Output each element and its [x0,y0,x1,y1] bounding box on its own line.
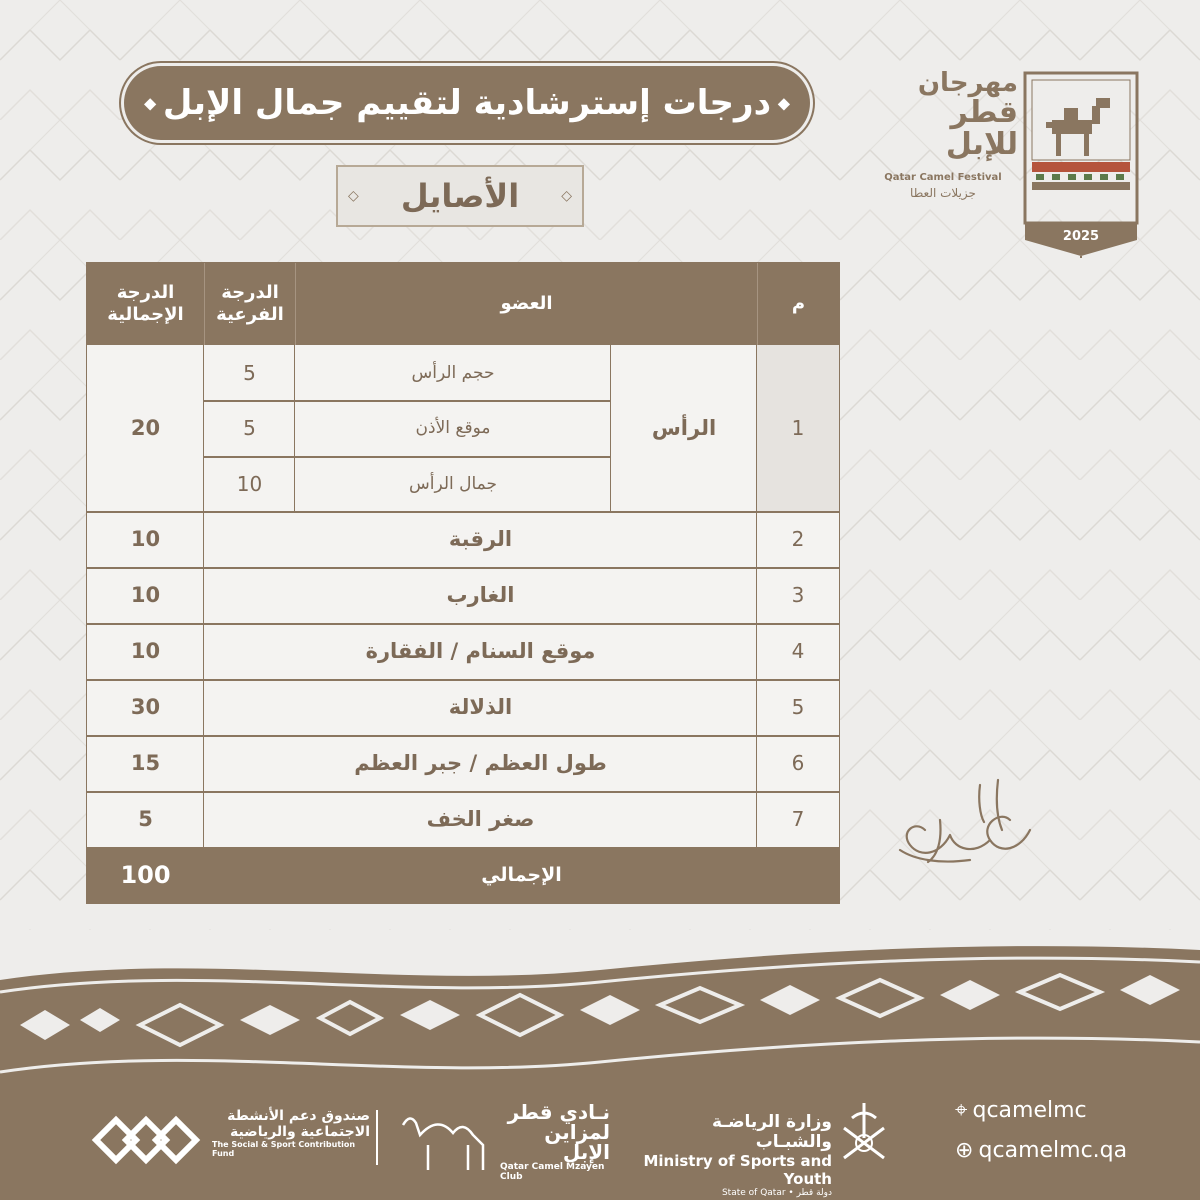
festival-name-ar [868,70,1018,160]
festival-tagline: جزيلات العطا [910,186,976,200]
sub-item-label: موقع الأذن [415,418,491,438]
row-4-number [757,623,839,679]
row-number: 3 [791,583,805,607]
row-5-number [757,679,839,735]
scoring-table [86,262,840,904]
website-link[interactable] [955,1138,1127,1163]
sub-item-2-score [204,400,295,456]
instagram-handle[interactable] [955,1098,1087,1123]
total-score: 15 [130,751,161,775]
row-2-total [87,511,204,567]
festival-name-line-1: مهرجان [917,68,1018,98]
grid-line [295,456,611,458]
row-5-total [87,679,204,735]
row-7-total [87,791,204,847]
grid-line [756,345,758,847]
web-icon: ⊕ [955,1138,974,1163]
fund-logo-icon [86,1110,206,1169]
svg-text:2025: 2025 [1062,229,1100,244]
grid-line [87,511,839,513]
row-number: 7 [791,807,805,831]
member-label: الرقبة [448,527,513,551]
club-name-line-1: نـادي قطر [507,1100,610,1124]
total-label-cell [204,847,839,903]
header-total-score: الدرجة الإجمالية [87,263,204,345]
category-box [336,165,584,227]
sub-item-1-label [295,345,611,400]
row-6-total [87,735,204,791]
sub-item-1-score [204,345,295,400]
total-score: 10 [130,639,161,663]
member-label: الذلالة [448,695,513,719]
sub-item-2-label [295,400,611,456]
total-value-cell [87,847,204,903]
subtitle-ornament-left-icon: ◇ [348,188,359,204]
total-label: الإجمالي [481,864,562,886]
festival-logo-icon [1022,70,1140,258]
calligraphy-signature-icon [880,760,1050,880]
sub-item-3-label [295,456,611,511]
total-score: 30 [130,695,161,719]
fund-name-line-2: الاجتماعية والرياضية [229,1124,370,1141]
grid-line [87,679,839,681]
ministry-name-ar: وزارة الرياضـة والشبـاب [711,1112,832,1152]
sub-score: 10 [236,471,263,496]
grid-line [204,456,295,458]
fund-name-line-1: صندوق دعم الأنشطة [227,1108,370,1124]
member-label: موقع السنام / الفقارة [365,639,596,663]
ministry-emblem-icon [834,1098,894,1172]
club-block [500,1102,610,1182]
row-7-number [757,791,839,847]
member-label: الغارب [446,583,515,607]
club-camel-icon [398,1105,498,1179]
row-7-label [204,791,757,847]
row-number: 4 [791,639,805,663]
ministry-block [636,1112,832,1198]
total-score: 10 [130,583,161,607]
grid-line [204,400,295,402]
total-score: 5 [138,807,153,831]
ministry-name-en: Ministry of Sports and Youth [643,1152,832,1188]
row-4-label [204,623,757,679]
grid-line [295,400,611,402]
fund-block [212,1108,370,1158]
row-1-label [611,345,757,511]
footer-divider [376,1110,378,1165]
social-handle-text: qcamelmc [972,1098,1087,1123]
title-banner [124,66,810,140]
row-number: 6 [791,751,805,775]
row-6-label [204,735,757,791]
total-value: 100 [120,861,171,889]
club-name-line-2: لمزاين الإبل [544,1120,610,1164]
sub-item-label: حجم الرأس [411,362,495,383]
sub-score: 5 [243,360,256,385]
header-m: م [757,263,839,345]
sub-score: 5 [243,416,256,440]
banner-diamond-left-icon: ◆ [144,93,157,113]
banner-diamond-right-icon: ◆ [777,93,790,113]
total-score: 20 [130,416,161,440]
row-5-label [204,679,757,735]
row-2-number [757,511,839,567]
sub-item-3-score [204,456,295,511]
row-1-number [757,345,839,511]
grid-line [87,791,839,793]
row-3-number [757,567,839,623]
row-number: 5 [791,695,805,719]
festival-name-en: Qatar Camel Festival [884,172,1002,183]
club-name-en: Qatar Camel Mzayen Club [500,1162,605,1182]
member-label: صغر الخف [426,807,535,831]
row-1-total [87,345,204,511]
row-3-label [204,567,757,623]
row-number: 1 [791,416,805,440]
grid-line [87,623,839,625]
page-title: درجات إسترشادية لتقييم جمال الإبل [162,83,772,123]
fund-name-en: The Social & Sport Contribution Fund [212,1140,356,1159]
grid-line [610,345,612,511]
header-sub-score: الدرجة الفرعية [204,263,295,345]
total-score: 10 [130,527,161,551]
sub-item-label: جمال الرأس [408,473,498,494]
member-label: طول العظم / جبر العظم [354,751,607,775]
member-label: الرأس [651,416,717,440]
festival-name-line-2: قطر [950,95,1018,131]
grid-line [87,567,839,569]
website-text: qcamelmc.qa [978,1138,1128,1163]
grid-line [203,345,205,847]
row-number: 2 [791,527,805,551]
header-member: العضو [295,263,757,345]
category-title: الأصايل [400,177,520,215]
festival-name-line-3: للإبل [945,126,1018,162]
row-4-total [87,623,204,679]
row-3-total [87,567,204,623]
social-icon: ⌖ [955,1098,968,1123]
grid-line [294,345,296,511]
row-2-label [204,511,757,567]
row-6-number [757,735,839,791]
grid-line [87,735,839,737]
subtitle-ornament-right-icon: ◇ [561,188,572,204]
ministry-state: State of Qatar • دولة قطر [721,1188,832,1198]
